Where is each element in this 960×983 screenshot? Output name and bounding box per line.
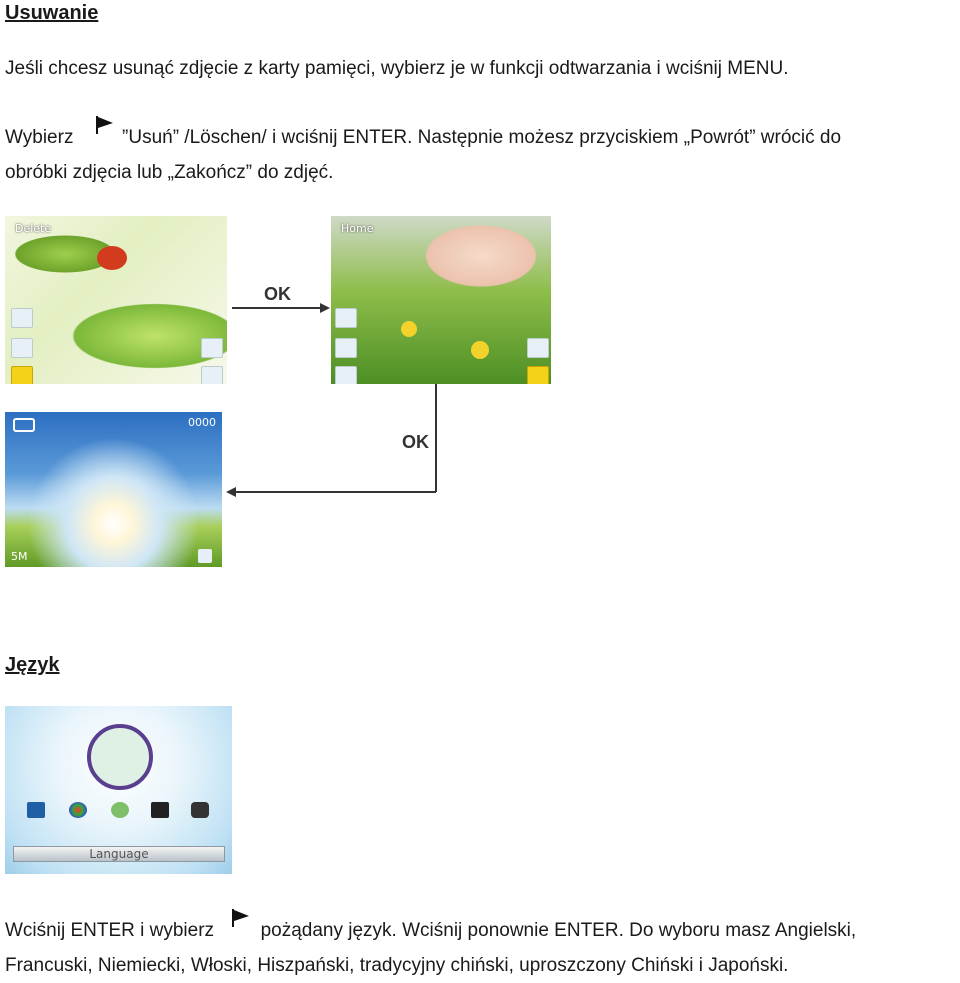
shot-counter: 0000 xyxy=(188,416,216,429)
back-icon xyxy=(335,308,357,328)
language-menu-bar: Language xyxy=(13,846,225,862)
memory-card-icon xyxy=(198,549,212,563)
camera-screen-language xyxy=(5,706,232,874)
camera-screen-home xyxy=(331,216,551,384)
camera-icon xyxy=(13,418,35,432)
ok-label-1: OK xyxy=(264,284,291,304)
language-icon xyxy=(111,802,129,818)
color-icon xyxy=(69,802,87,818)
back-icon xyxy=(11,308,33,328)
delete-line2-end: ”Usuń” /Löschen/ i wciśnij ENTER. Następnie możesz przyciskiem „Powrót” wrócić do xyxy=(122,127,842,148)
lock-icon xyxy=(201,366,223,384)
video-icon xyxy=(151,802,169,818)
flower-icon xyxy=(401,321,417,337)
flag-icon xyxy=(231,905,251,925)
trash-icon xyxy=(11,366,33,384)
delete-line2-start: Wybierz xyxy=(5,127,74,148)
delete-paragraph-line2 xyxy=(5,120,841,155)
language-paragraph-line1 xyxy=(5,913,856,948)
language-paragraph-line2: Francuski, Niemiecki, Włoski, Hiszpański, tradycyjny chiński, uproszczony Chiński i Japoński. xyxy=(5,955,789,976)
delete-heading: Usuwanie xyxy=(5,2,99,24)
language-line1-start: Wciśnij ENTER i wybierz xyxy=(5,920,215,941)
exit-icon xyxy=(527,338,549,358)
play-icon xyxy=(27,802,45,818)
trash-icon xyxy=(335,366,357,384)
screen-label-delete: Delete xyxy=(15,222,52,235)
delete-paragraph-line1: Jeśli chcesz usunąć zdjęcie z karty pamięci, wybierz je w funkcji odtwarzania i wciśnij MENU. xyxy=(5,58,789,79)
language-line1-end: pożądany język. Wciśnij ponownie ENTER. Do wyboru masz Angielski, xyxy=(260,920,857,941)
ok-label-2: OK xyxy=(402,432,429,452)
flower-icon xyxy=(471,341,489,359)
delete-paragraph-line3: obróbki zdjęcia lub „Zakończ” do zdjęć. xyxy=(5,162,334,183)
camera-screen-capture xyxy=(5,412,222,567)
people-icon xyxy=(87,724,153,790)
resolution-label: 5M xyxy=(11,550,28,563)
screen-label-home: Home xyxy=(341,222,374,235)
edit-icon xyxy=(335,338,357,358)
edit-icon xyxy=(11,338,33,358)
camera-icon xyxy=(191,802,209,818)
lock-icon xyxy=(527,366,549,384)
ladybug-icon xyxy=(97,246,127,270)
flag-icon xyxy=(95,112,115,132)
language-heading: Język xyxy=(5,654,60,676)
camera-screen-delete xyxy=(5,216,227,384)
exit-icon xyxy=(201,338,223,358)
